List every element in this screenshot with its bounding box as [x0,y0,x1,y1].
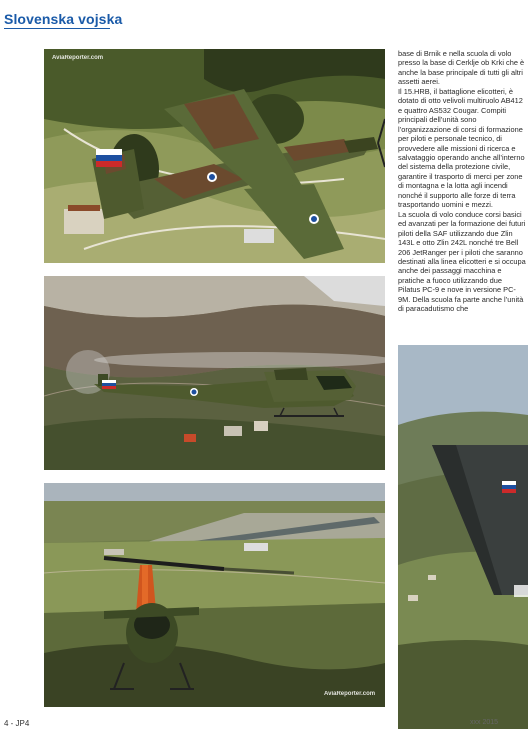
photo-jetranger-over-airfield [44,483,385,707]
section-title-rule [4,28,110,29]
photo-watermark: AviaReporter.com [324,691,376,697]
photo-tail-fin-detail-image [398,345,528,729]
article-paragraph: Il 15.HRB, il battaglione elicotteri, è dotato di otto velivoli multiruolo AB412 e quattro AS532 Cougar. Compiti principali dell’unità sono l’organizzazione di corsi di formazione per piloti e personale tecnico, di provvedere alle missioni di ricerca e salvataggio operando anche all’interno del sistema della protezione civile, garantire il trasporto di merci per zone di montagna e la lotta agli incendi nonché il supporto alle forze di terra trasportando uomini e mezzi. [398,86,525,210]
section-title: Slovenska vojska [4,11,123,27]
photo-aircraft-over-landscape-image [44,49,385,263]
issue-label: xxx 2015 [470,719,499,726]
photo-aircraft-over-landscape [44,49,385,263]
article-paragraph: La scuola di volo conduce corsi basici ed avanzati per la formazione dei futuri piloti della SAF utilizzando due Zlin 143L e otto Zlin 242L nonché tre Bell 206 JetRanger per i piloti che saranno destinati alla linea elicotteri e si occupa anche dei passaggi macchina e pratiche a fuoco utilizzando due Pilatus PC-9 e nove in versione PC-9M. Della scuola fa parte anche l’unità di paracadutismo che [398,209,526,314]
photo-watermark: AviaReporter.com [52,55,104,61]
page-number: 4 - JP4 [4,719,30,728]
photo-jetranger-over-airfield-image [44,483,385,707]
article-paragraph: base di Brnik e nella scuola di volo presso la base di Cerklje ob Krki che è anche la base principale di tutti gli altri assetti aerei. [398,49,525,87]
photo-tail-fin-detail [398,345,528,729]
article-body [398,49,526,339]
photo-helicopter-over-valley-image [44,276,385,470]
photo-helicopter-over-valley [44,276,385,470]
